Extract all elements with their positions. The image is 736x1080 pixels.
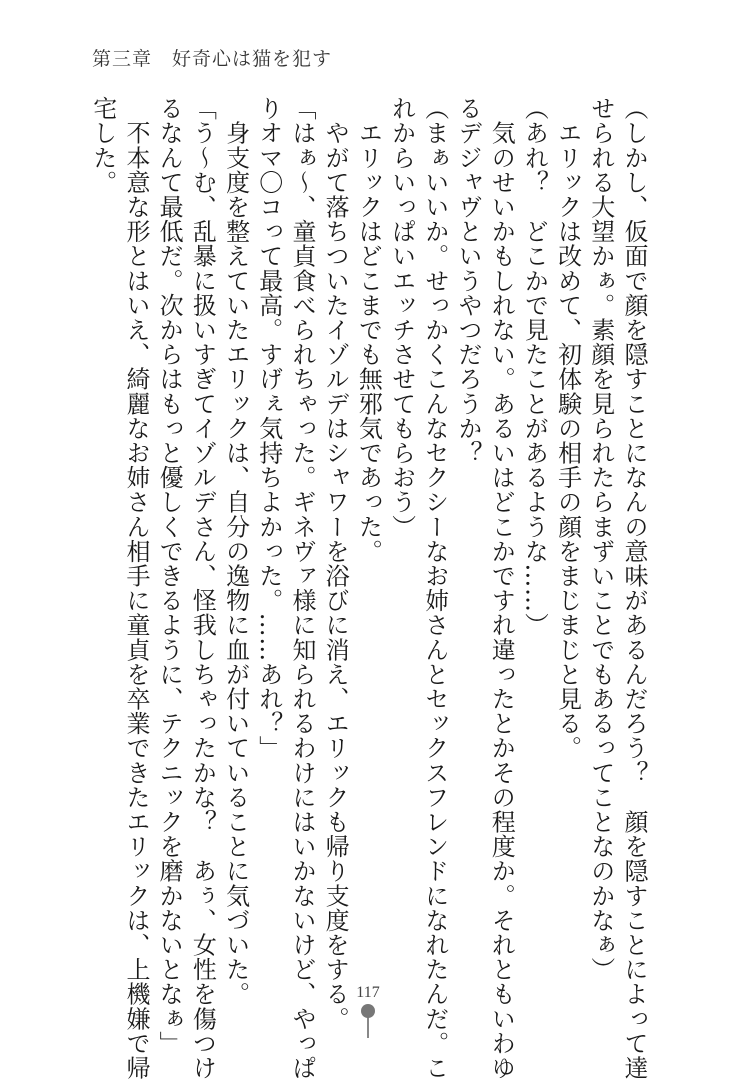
text-line: （まぁいいか。せっかくこんなセクシーなお姉さんとセックスフレンドになれたんだ。こ	[420, 96, 449, 1080]
text-line: れからいっぱいエッチさせてもらおう）	[387, 96, 416, 539]
page-number: 117	[356, 984, 380, 1001]
chapter-number: 第三章	[92, 48, 153, 70]
text-line: 「はぁ～、童貞食べられちゃった。ギネヴァ様に知られるわけにはいかないけど、やっぱ	[287, 96, 316, 1080]
text-line: 気のせいかもしれない。あるいはどこかですれ違ったとかその程度か。それともいわゆ	[487, 96, 516, 1080]
text-line: エリックはどこまでも無邪気であった。	[354, 96, 383, 564]
page-marker-dot-icon	[361, 1004, 375, 1018]
text-line: るなんて最低だ。次からはもっと優しくできるように、テクニックを磨かないとなぁ」	[155, 96, 184, 1056]
running-header	[92, 44, 332, 71]
text-line: （しかし、仮面で顔を隠すことになんの意味があるんだろう？ 顔を隠すことによって達	[620, 96, 648, 1080]
chapter-title: 好奇心は猫を犯す	[172, 48, 333, 70]
text-line: エリックは改めて、初体験の相手の顔をまじまじと見る。	[553, 96, 582, 761]
text-line: 不本意な形とはいえ、綺麗なお姉さん相手に童貞を卒業できたエリックは、上機嫌で帰	[121, 96, 150, 1080]
text-line: 宅した。	[88, 96, 117, 195]
text-line: 「う～む、乱暴に扱いすぎてイゾルデさん、怪我しちゃったかな？ あぅ、女性を傷つけ	[188, 96, 217, 1080]
text-line: りオマ〇コって最高。すげぇ気持ちよかった。……あれ？」	[254, 96, 283, 761]
text-line: 身支度を整えていたエリックは、自分の逸物に血が付いていることに気づいた。	[221, 96, 250, 1007]
text-line: （あれ？ どこかで見たことがあるような……）	[520, 96, 549, 638]
text-line: るデジャヴというやつだろうか？	[453, 96, 482, 465]
text-line: やがて落ちついたイゾルデはシャワーを浴びに消え、エリックも帰り支度をする。	[321, 96, 350, 1031]
text-line: せられる大望かぁ。素顔を見られたらまずいことでもあるってことなのかなぁ）	[586, 96, 615, 982]
